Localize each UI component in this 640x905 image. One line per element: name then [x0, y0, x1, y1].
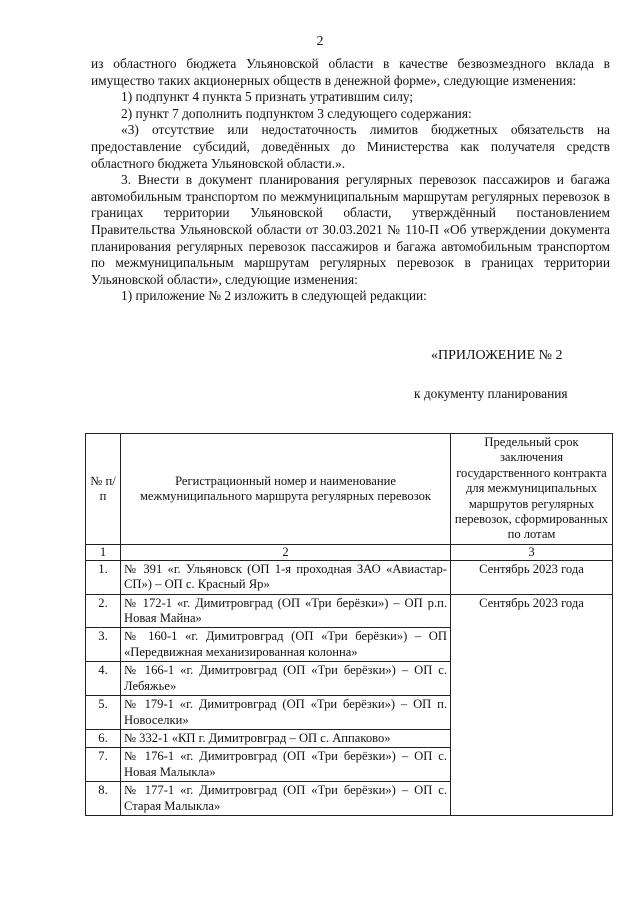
row-number: 2.	[86, 594, 121, 628]
route-name: № 172-1 «г. Димитровград (ОП «Три берёзки») – ОП р.п. Новая Майна»	[121, 594, 451, 628]
paragraph: «3) отсутствие или недостаточность лимитов бюджетных обязательств на предоставление субсидий, доведённых до Министерства как получателя средств областного бюджета Ульяновской области.».	[91, 122, 610, 171]
table-header-row	[86, 434, 613, 545]
row-number: 4.	[86, 662, 121, 696]
appendix-title: «ПРИЛОЖЕНИЕ № 2	[431, 348, 563, 363]
route-name: № 179-1 «г. Димитровград (ОП «Три берёзки») – ОП п. Новоселки»	[121, 696, 451, 730]
header-number: № п/п	[86, 434, 121, 545]
header-route-name: Регистрационный номер и наименование межмуниципального маршрута регулярных перевозок	[121, 434, 451, 545]
deadline: Сентябрь 2023 года	[451, 560, 613, 594]
paragraph: 3. Внести в документ планирования регулярных перевозок пассажиров и багажа автомобильным транспортом по межмуниципальным маршрутам регулярных перевозок в границах территории Ульяновской области, утверждённый постановлением Правительства Ульяновской области от 30.03.2021 № 110-П «Об утверждении документа планирования регулярных перевозок пассажиров и багажа автомобильным транспортом по межмуниципальным маршрутам регулярных перевозок в границах территории Ульяновской области», следующие изменения:	[91, 172, 610, 287]
paragraph: 2) пункт 7 дополнить подпунктом 3 следующего содержания:	[121, 105, 472, 121]
row-number: 3.	[86, 628, 121, 662]
row-number: 6.	[86, 729, 121, 747]
route-name: № 391 «г. Ульяновск (ОП 1-я проходная ЗАО «Авиастар-СП») – ОП с. Красный Яр»	[121, 560, 451, 594]
column-index-row	[86, 544, 613, 560]
route-name: № 160-1 «г. Димитровград (ОП «Три берёзки») – ОП «Передвижная механизированная колонна»	[121, 628, 451, 662]
row-number: 7.	[86, 748, 121, 782]
route-name: № 166-1 «г. Димитровград (ОП «Три берёзки») – ОП с. Лебяжье»	[121, 662, 451, 696]
column-index: 2	[121, 544, 451, 560]
page-number: 2	[316, 34, 324, 49]
column-index: 3	[451, 544, 613, 560]
route-name: № 332-1 «КП г. Димитровград – ОП с. Аппаково»	[121, 729, 451, 747]
header-deadline: Предельный срок заключения государственного контракта для межмуниципальных маршрутов регулярных перевозок, сформированных по лотам	[451, 434, 613, 545]
row-number: 5.	[86, 696, 121, 730]
column-index: 1	[86, 544, 121, 560]
table-row	[86, 560, 613, 594]
deadline: Сентябрь 2023 года	[451, 594, 613, 815]
table-row	[86, 594, 613, 628]
route-name: № 176-1 «г. Димитровград (ОП «Три берёзки») – ОП с. Новая Малыкла»	[121, 748, 451, 782]
paragraph: 1) приложение № 2 изложить в следующей редакции:	[121, 288, 427, 304]
paragraph: из областного бюджета Ульяновской области в качестве безвозмездного вклада в имущество таких акционерных обществ в денежной форме», следующие изменения:	[91, 56, 610, 88]
row-number: 8.	[86, 782, 121, 816]
routes-table	[85, 433, 613, 816]
paragraph: 1) подпункт 4 пункта 5 признать утратившим силу;	[121, 89, 414, 105]
route-name: № 177-1 «г. Димитровград (ОП «Три берёзки») – ОП с. Старая Малыкла»	[121, 782, 451, 816]
document-body	[91, 56, 610, 305]
appendix-subtitle: к документу планирования	[414, 386, 568, 401]
row-number: 1.	[86, 560, 121, 594]
